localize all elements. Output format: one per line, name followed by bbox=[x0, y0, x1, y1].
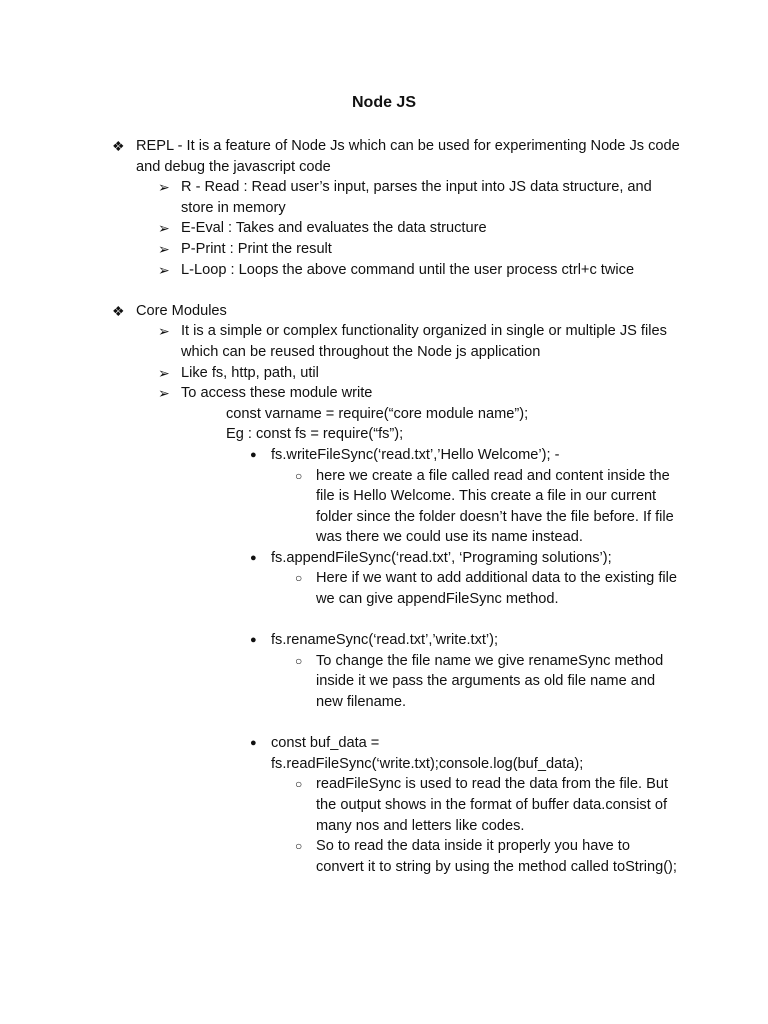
filled-bullet-icon: ● bbox=[250, 634, 257, 647]
arrow-bullet-icon: ➢ bbox=[158, 240, 170, 257]
arrow-bullet-icon: ➢ bbox=[158, 179, 170, 196]
circle-bullet-icon: ○ bbox=[295, 839, 303, 854]
example-code: fs.writeFileSync(‘read.txt’,’Hello Welcome’); - bbox=[271, 446, 560, 463]
list-item bbox=[0, 177, 768, 218]
page-title: Node JS bbox=[351, 94, 416, 111]
example-note: To change the file name we give renameSync method inside it we pass the arguments as old file name and new filename. bbox=[316, 652, 664, 711]
arrow-bullet-icon: ➢ bbox=[158, 364, 170, 381]
core-heading: Core Modules bbox=[136, 302, 227, 319]
code-require: const varname = require(“core module name”); bbox=[226, 405, 529, 422]
arrow-bullet-icon: ➢ bbox=[158, 261, 170, 278]
circle-bullet-icon: ○ bbox=[295, 571, 303, 586]
code-example: Eg : const fs = require(“fs”); bbox=[226, 426, 404, 443]
list-item bbox=[0, 774, 768, 836]
document-body bbox=[0, 136, 768, 877]
repl-heading-item bbox=[0, 136, 768, 177]
list-item bbox=[0, 239, 768, 260]
filled-bullet-icon: ● bbox=[250, 551, 257, 564]
list-item bbox=[0, 363, 768, 384]
filled-bullet-icon: ● bbox=[250, 737, 257, 750]
repl-heading: REPL - It is a feature of Node Js which can be used for experimenting Node Js code and debug the javascript code bbox=[136, 138, 680, 175]
core-item-access: To access these module write bbox=[181, 385, 373, 402]
list-item bbox=[0, 651, 768, 713]
list-item bbox=[0, 836, 768, 877]
repl-item-loop: L-Loop : Loops the above command until the user process ctrl+c twice bbox=[181, 261, 635, 278]
list-item bbox=[0, 466, 768, 548]
code-line bbox=[0, 404, 768, 425]
list-item bbox=[0, 321, 768, 362]
list-item bbox=[0, 568, 768, 609]
example-note: here we create a file called read and content inside the file is Hello Welcome. This create a file in our current folder since the folder doesn’t have the file before. If file was there we could use its name instead. bbox=[316, 467, 674, 546]
diamond-bullet-icon: ❖ bbox=[112, 138, 125, 154]
circle-bullet-icon: ○ bbox=[295, 777, 303, 792]
spacer bbox=[0, 713, 768, 734]
example-code: fs.renameSync(‘read.txt’,’write.txt’); bbox=[271, 632, 499, 649]
arrow-bullet-icon: ➢ bbox=[158, 323, 170, 340]
circle-bullet-icon: ○ bbox=[295, 653, 303, 668]
core-item-examples: Like fs, http, path, util bbox=[181, 364, 319, 381]
repl-item-eval: E-Eval : Takes and evaluates the data structure bbox=[181, 220, 487, 237]
list-item bbox=[0, 260, 768, 281]
code-line bbox=[0, 424, 768, 445]
example-note: readFileSync is used to read the data from the file. But the output shows in the format of buffer data.consist of many nos and letters like codes. bbox=[316, 776, 669, 834]
list-item bbox=[0, 630, 768, 651]
example-note: So to read the data inside it properly you have to convert it to string by using the method called toString(); bbox=[316, 838, 677, 875]
list-item bbox=[0, 548, 768, 569]
example-note: Here if we want to add additional data to the existing file we can give appendFileSync method. bbox=[316, 570, 678, 608]
example-code: fs.appendFileSync(‘read.txt’, ‘Programing solutions’); bbox=[271, 549, 612, 566]
arrow-bullet-icon: ➢ bbox=[158, 385, 170, 402]
arrow-bullet-icon: ➢ bbox=[158, 220, 170, 237]
list-item bbox=[0, 445, 768, 466]
list-item bbox=[0, 733, 768, 774]
repl-item-print: P-Print : Print the result bbox=[181, 240, 332, 257]
core-item-definition: It is a simple or complex functionality organized in single or multiple JS files which can be reused throughout the Node js application bbox=[181, 323, 667, 360]
circle-bullet-icon: ○ bbox=[295, 468, 303, 483]
diamond-bullet-icon: ❖ bbox=[112, 302, 125, 319]
list-item bbox=[0, 383, 768, 404]
filled-bullet-icon: ● bbox=[250, 448, 257, 461]
list-item bbox=[0, 218, 768, 239]
spacer bbox=[0, 280, 768, 301]
example-code: const buf_data = fs.readFileSync(‘write.txt);console.log(buf_data); bbox=[271, 735, 584, 772]
spacer bbox=[0, 610, 768, 631]
core-heading-item bbox=[0, 301, 768, 322]
repl-item-read: R - Read : Read user’s input, parses the input into JS data structure, and store in memory bbox=[181, 179, 652, 216]
